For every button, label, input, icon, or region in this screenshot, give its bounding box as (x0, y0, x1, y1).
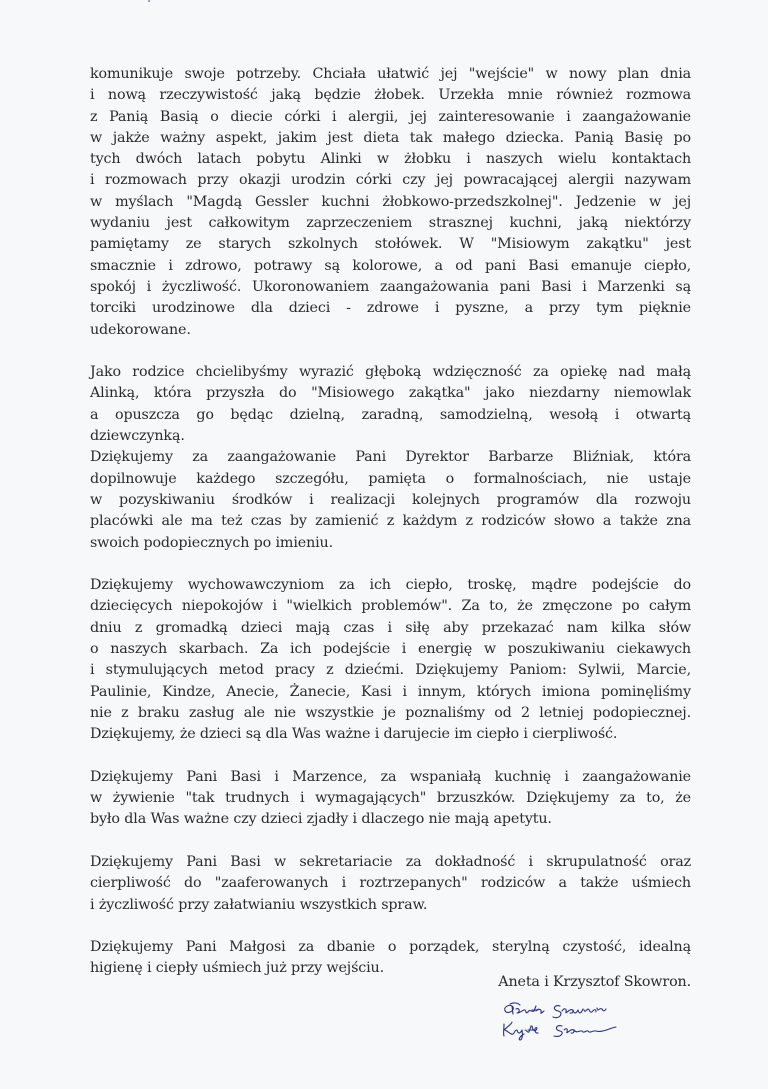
text-line: Alinką, która przyszła do "Misiowego zakątka" jako niezdarny niemowlak (90, 385, 691, 402)
text-line: w jakże ważny aspekt, jakim jest dieta tak małego dziecka. Panią Basię po (90, 129, 691, 146)
text-line: torciki urodzinowe dla dzieci - zdrowe i pyszne, a przy tym pięknie (90, 300, 691, 317)
text-line: w pozyskiwaniu środków i realizacji kolejnych programów dla rozwoju (90, 491, 691, 508)
text-line: wydaniu jest całkowitym zaprzeczeniem strasznej kuchni, jaką niektórzy (90, 215, 691, 232)
text-line: dziewczynką. (90, 428, 185, 445)
text-line: cierpliwość do "zaaferowanych i roztrzepanych" rodziców a także uśmiech (90, 875, 691, 892)
text-line: swoich podopiecznych po imieniu. (90, 534, 334, 551)
text-line: a opuszcza go będąc dzielną, zaradną, samodzielną, wesołą i otwartą (90, 406, 691, 423)
text-line: nie z braku zasług ale nie wszystkie je poznaliśmy od 2 letniej podopiecznej. (90, 704, 691, 721)
text-line: Paulinie, Kindze, Anecie, Żanecie, Kasi i innym, których imiona pominęliśmy (90, 683, 691, 700)
paragraph (90, 852, 691, 916)
paragraph (90, 575, 691, 745)
text-line: Jako rodzice chcielibyśmy wyrazić głęboką wdzięczność za opiekę nad małą (90, 364, 691, 381)
paragraphs-container (90, 64, 691, 980)
text-line: Dziękujemy, że dzieci są dla Was ważne i darujecie im ciepło i cierpliwość. (90, 726, 618, 743)
text-line: Dziękujemy za zaangażowanie Pani Dyrektor Barbarze Bliźniak, która (90, 449, 691, 466)
text-line: spokój i życzliwość. Ukoronowaniem zaangażowania pani Basi i Marzenki są (90, 278, 691, 295)
text-line: Dziękujemy Pani Basi w sekretariacie za dokładność i skrupulatność oraz (90, 853, 691, 870)
text-line: pamiętamy ze starych szkolnych stołówek. W "Misiowym zakątku" jest (90, 236, 691, 253)
text-line: higienę i ciepły uśmiech już przy wejściu. (90, 960, 384, 977)
paragraph (90, 362, 691, 447)
text-line: dziecięcych niepokojów i "wielkich problemów". Za to, że zmęczone po całym (90, 598, 691, 615)
text-line: i życzliwość przy załatwianiu wszystkich spraw. (90, 896, 428, 913)
handwritten-signature (498, 1000, 648, 1042)
text-line: placówki ale ma też czas by zamienić z każdym z rodziców słowo a także zna (90, 513, 691, 530)
text-line: Dziękujemy wychowawczyniom za ich ciepło, troskę, mądre podejście do (90, 577, 691, 594)
text-line: udekorowane. (90, 321, 191, 338)
paragraph (90, 447, 691, 553)
letter-body (90, 64, 691, 1001)
paragraph (90, 767, 691, 831)
text-line: w żywienie "tak trudnych i wymagających" brzuszków. Dziękujemy za to, że (90, 790, 691, 807)
text-line: o naszych skarbach. Za ich podejście i energię w poszukiwaniu ciekawych (90, 641, 691, 658)
text-line: i nową rzeczywistość jaką będzie żłobek. Urzekła mnie również rozmowa (90, 87, 691, 104)
text-line: dniu z gromadką dzieci mają czas i siłę aby przekazać nam kilka słów (90, 619, 691, 636)
text-line: smacznie i zdrowo, potrawy są kolorowe, a od pani Basi emanuje ciepło, (90, 257, 691, 274)
signatory-name: Aneta i Krzysztof Skowron. (498, 974, 691, 990)
text-line: i stymulujących metod pracy z dziećmi. Dziękujemy Paniom: Sylwii, Marcie, (90, 662, 691, 679)
text-line: komunikuje swoje potrzeby. Chciała ułatwić jej "wejście" w nowy plan dnia (90, 66, 691, 82)
text-line: było dla Was ważne czy dzieci zjadły i dlaczego nie mają apetytu. (90, 811, 552, 828)
paragraph (90, 64, 691, 341)
signature-drawing (498, 1000, 648, 1042)
text-line: z Panią Basią o diecie córki i alergii, jej zainteresowanie i zaangażowanie (90, 108, 691, 125)
scan-speck (148, 0, 150, 2)
text-line: i rozmowach przy okazji urodzin córki czy jej powracającej alergii nazywam (90, 172, 691, 189)
text-line: tych dwóch latach pobytu Alinki w żłobku i naszych wielu kontaktach (90, 151, 691, 168)
text-line: dopilnowuje każdego szczegółu, pamięta o formalnościach, nie ustaje (90, 470, 691, 487)
text-line: Dziękujemy Pani Małgosi za dbanie o porządek, sterylną czystość, idealną (90, 939, 691, 956)
text-line: Dziękujemy Pani Basi i Marzence, za wspaniałą kuchnię i zaangażowanie (90, 768, 691, 785)
text-line: w myślach "Magdą Gessler kuchni żłobkowo-przedszkolnej". Jedzenie w jej (90, 193, 691, 210)
